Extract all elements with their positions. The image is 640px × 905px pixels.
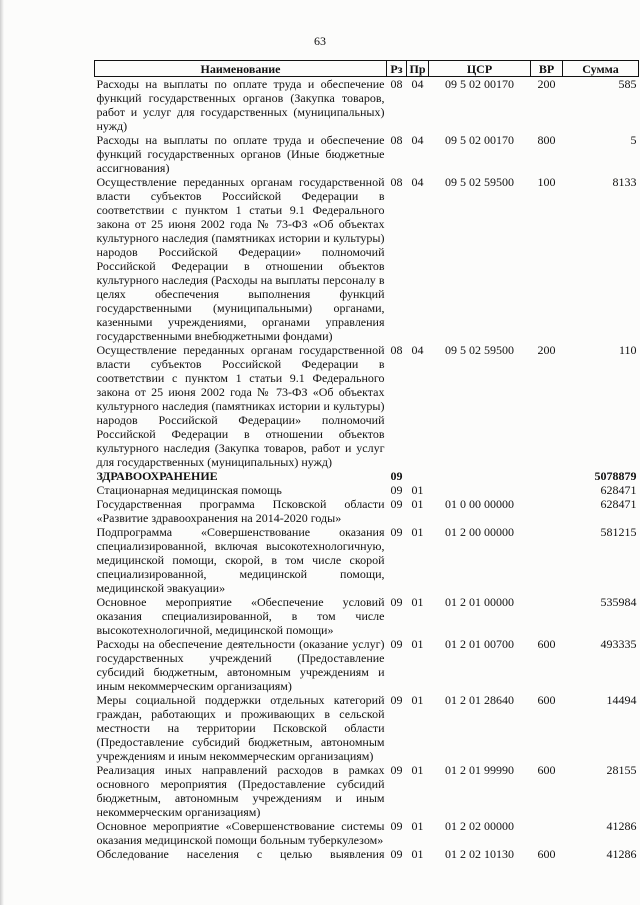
row-sum: 8133 [612,175,637,189]
row-rz: 09 [390,497,403,511]
row-pr: 01 [411,497,424,511]
row-pr: 01 [411,847,424,861]
row-sum: 5078879 [594,469,637,483]
row-sum: 628471 [600,497,637,511]
table-row [95,343,639,469]
row-sum: 535984 [600,595,637,609]
row-vr: 600 [537,693,556,707]
table-row [95,763,639,819]
row-csr [429,483,531,497]
row-name: Обследование населения с целью выявления [96,847,385,861]
row-sum: 28155 [606,763,637,777]
row-pr: 01 [411,693,424,707]
row-sum: 5 [630,133,637,147]
row-rz: 09 [390,483,403,497]
row-pr: 01 [411,763,424,777]
row-vr [531,469,563,483]
row-csr: 09 5 02 59500 [445,343,514,357]
row-sum: 110 [618,343,637,357]
row-vr: 800 [537,133,556,147]
table-row [95,693,639,763]
row-csr: 01 2 01 99990 [445,763,514,777]
row-csr: 01 2 01 00000 [445,595,514,609]
header-rz: Рз [387,61,407,77]
row-sum: 581215 [600,525,637,539]
budget-table [94,60,639,861]
row-rz: 09 [390,595,403,609]
row-name: Расходы на обеспечение деятельности (оказание услуг) государственных учреждений (Предоставление субсидий бюджетным, автономным учреждениям и иным некоммерческим организациям) [96,637,385,693]
header-vr: ВР [531,61,563,77]
row-rz: 08 [390,133,403,147]
row-name: Стационарная медицинская помощь [96,483,282,497]
row-name: Расходы на выплаты по оплате труда и обеспечение функций государственных органов (Закупка товаров, работ и услуг для государственных (муниципальных) нужд) [96,77,385,133]
table-row [95,595,639,637]
row-rz: 09 [390,693,403,707]
table-row [95,483,639,497]
table-row [95,525,639,595]
row-name: Государственная программа Псковской области «Развитие здравоохранения на 2014-2020 годы» [96,497,385,525]
row-rz: 09 [390,525,403,539]
row-rz: 08 [390,77,403,91]
row-csr: 09 5 02 59500 [445,175,514,189]
row-name: Расходы на выплаты по оплате труда и обеспечение функций государственных органов (Иные бюджетные ассигнования) [96,133,385,175]
row-csr: 09 5 02 00170 [445,77,514,91]
row-csr: 01 2 01 00700 [445,637,514,651]
scan-edge-shadow [0,0,4,905]
row-sum: 41286 [606,847,637,861]
row-csr: 01 2 02 10130 [445,847,514,861]
row-csr: 01 0 00 00000 [445,497,514,511]
row-pr: 01 [411,637,424,651]
row-csr: 09 5 02 00170 [445,133,514,147]
table-row [95,819,639,847]
row-vr [531,595,563,637]
header-csr: ЦСР [429,61,531,77]
row-csr: 01 2 00 00000 [445,525,514,539]
row-csr: 01 2 02 00000 [445,819,514,833]
row-rz: 09 [390,763,403,777]
row-pr: 01 [411,525,424,539]
row-name: Меры социальной поддержки отдельных категорий граждан, работающих и проживающих в сельской местности на территории Псковской области (Предоставление субсидий бюджетным, автономным учреждениям и иным некоммерческим организациям) [96,693,385,763]
row-csr: 01 2 01 28640 [445,693,514,707]
row-name: Основное мероприятие «Обеспечение условий оказания специализированной, в том числе высокотехнологичной, медицинской помощи» [96,595,385,637]
header-pr: Пр [407,61,429,77]
table-row [95,77,639,134]
row-vr [531,525,563,595]
row-sum: 493335 [600,637,637,651]
row-name: Осуществление переданных органам государственной власти субъектов Российской Федерации в соответствии с пунктом 1 статьи 9.1 Федерального закона от 25 июня 2002 года № 73-ФЗ «Об объектах культурного наследия (памятниках истории и культуры) народов Российской Федерации» полномочий Российской Федерации в отношении объектов культурного наследия (Закупка товаров, работ и услуг для государственных (муниципальных) нужд) [96,343,385,469]
section-row [95,469,639,483]
row-pr: 01 [411,819,424,833]
row-sum: 628471 [600,483,637,497]
row-sum: 14494 [606,693,637,707]
table-row [95,637,639,693]
table-row [95,497,639,525]
row-vr [531,819,563,847]
table-row [95,175,639,343]
row-pr: 04 [411,343,424,357]
row-pr: 04 [411,133,424,147]
table-header-row [95,61,639,77]
row-vr: 600 [537,637,556,651]
row-vr: 600 [537,763,556,777]
row-sum: 41286 [606,819,637,833]
row-vr: 100 [537,175,556,189]
row-name: Подпрограмма «Совершенствование оказания специализированной, включая высокотехнологичную, медицинской помощи, скорой, в том числе скорой специализированной, медицинской помощи, медицинской эвакуации» [96,525,385,595]
row-rz: 09 [390,847,403,861]
row-rz: 09 [390,637,403,651]
row-name: Осуществление переданных органам государственной власти субъектов Российской Федерации в соответствии с пунктом 1 статьи 9.1 Федерального закона от 25 июня 2002 года № 73-ФЗ «Об объектах культурного наследия (памятниках истории и культуры) народов Российской Федерации» полномочий Российской Федерации в отношении объектов культурного наследия (Расходы на выплаты персоналу в целях обеспечения выполнения функций государственными (муниципальными) органами, казенными учреждениями, органами управления государственными внебюджетными фондами) [96,175,385,343]
row-vr: 600 [537,847,556,861]
header-name: Наименование [95,61,387,77]
row-pr [407,469,429,483]
table-row [95,133,639,175]
row-vr: 200 [537,343,556,357]
row-pr: 04 [411,77,424,91]
row-vr [531,483,563,497]
row-pr: 01 [411,483,424,497]
row-name: Основное мероприятие «Совершенствование системы оказания медицинской помощи больным туберкулезом» [96,819,385,847]
row-name: Реализация иных направлений расходов в рамках основного мероприятия (Предоставление субсидий бюджетным, автономным учреждениям и иным некоммерческим организациям) [96,763,385,819]
row-pr: 01 [411,595,424,609]
section-name: ЗДРАВООХРАНЕНИЕ [96,469,218,483]
row-rz: 08 [390,175,403,189]
row-pr: 04 [411,175,424,189]
table-row [95,847,639,861]
row-rz: 09 [390,819,403,833]
header-sum: Сумма [563,61,639,77]
row-rz: 08 [390,343,403,357]
row-vr [531,497,563,525]
row-vr: 200 [537,77,556,91]
row-csr [429,469,531,483]
row-rz: 09 [390,469,403,483]
row-sum: 585 [618,77,637,91]
page-number: 63 [314,34,326,48]
